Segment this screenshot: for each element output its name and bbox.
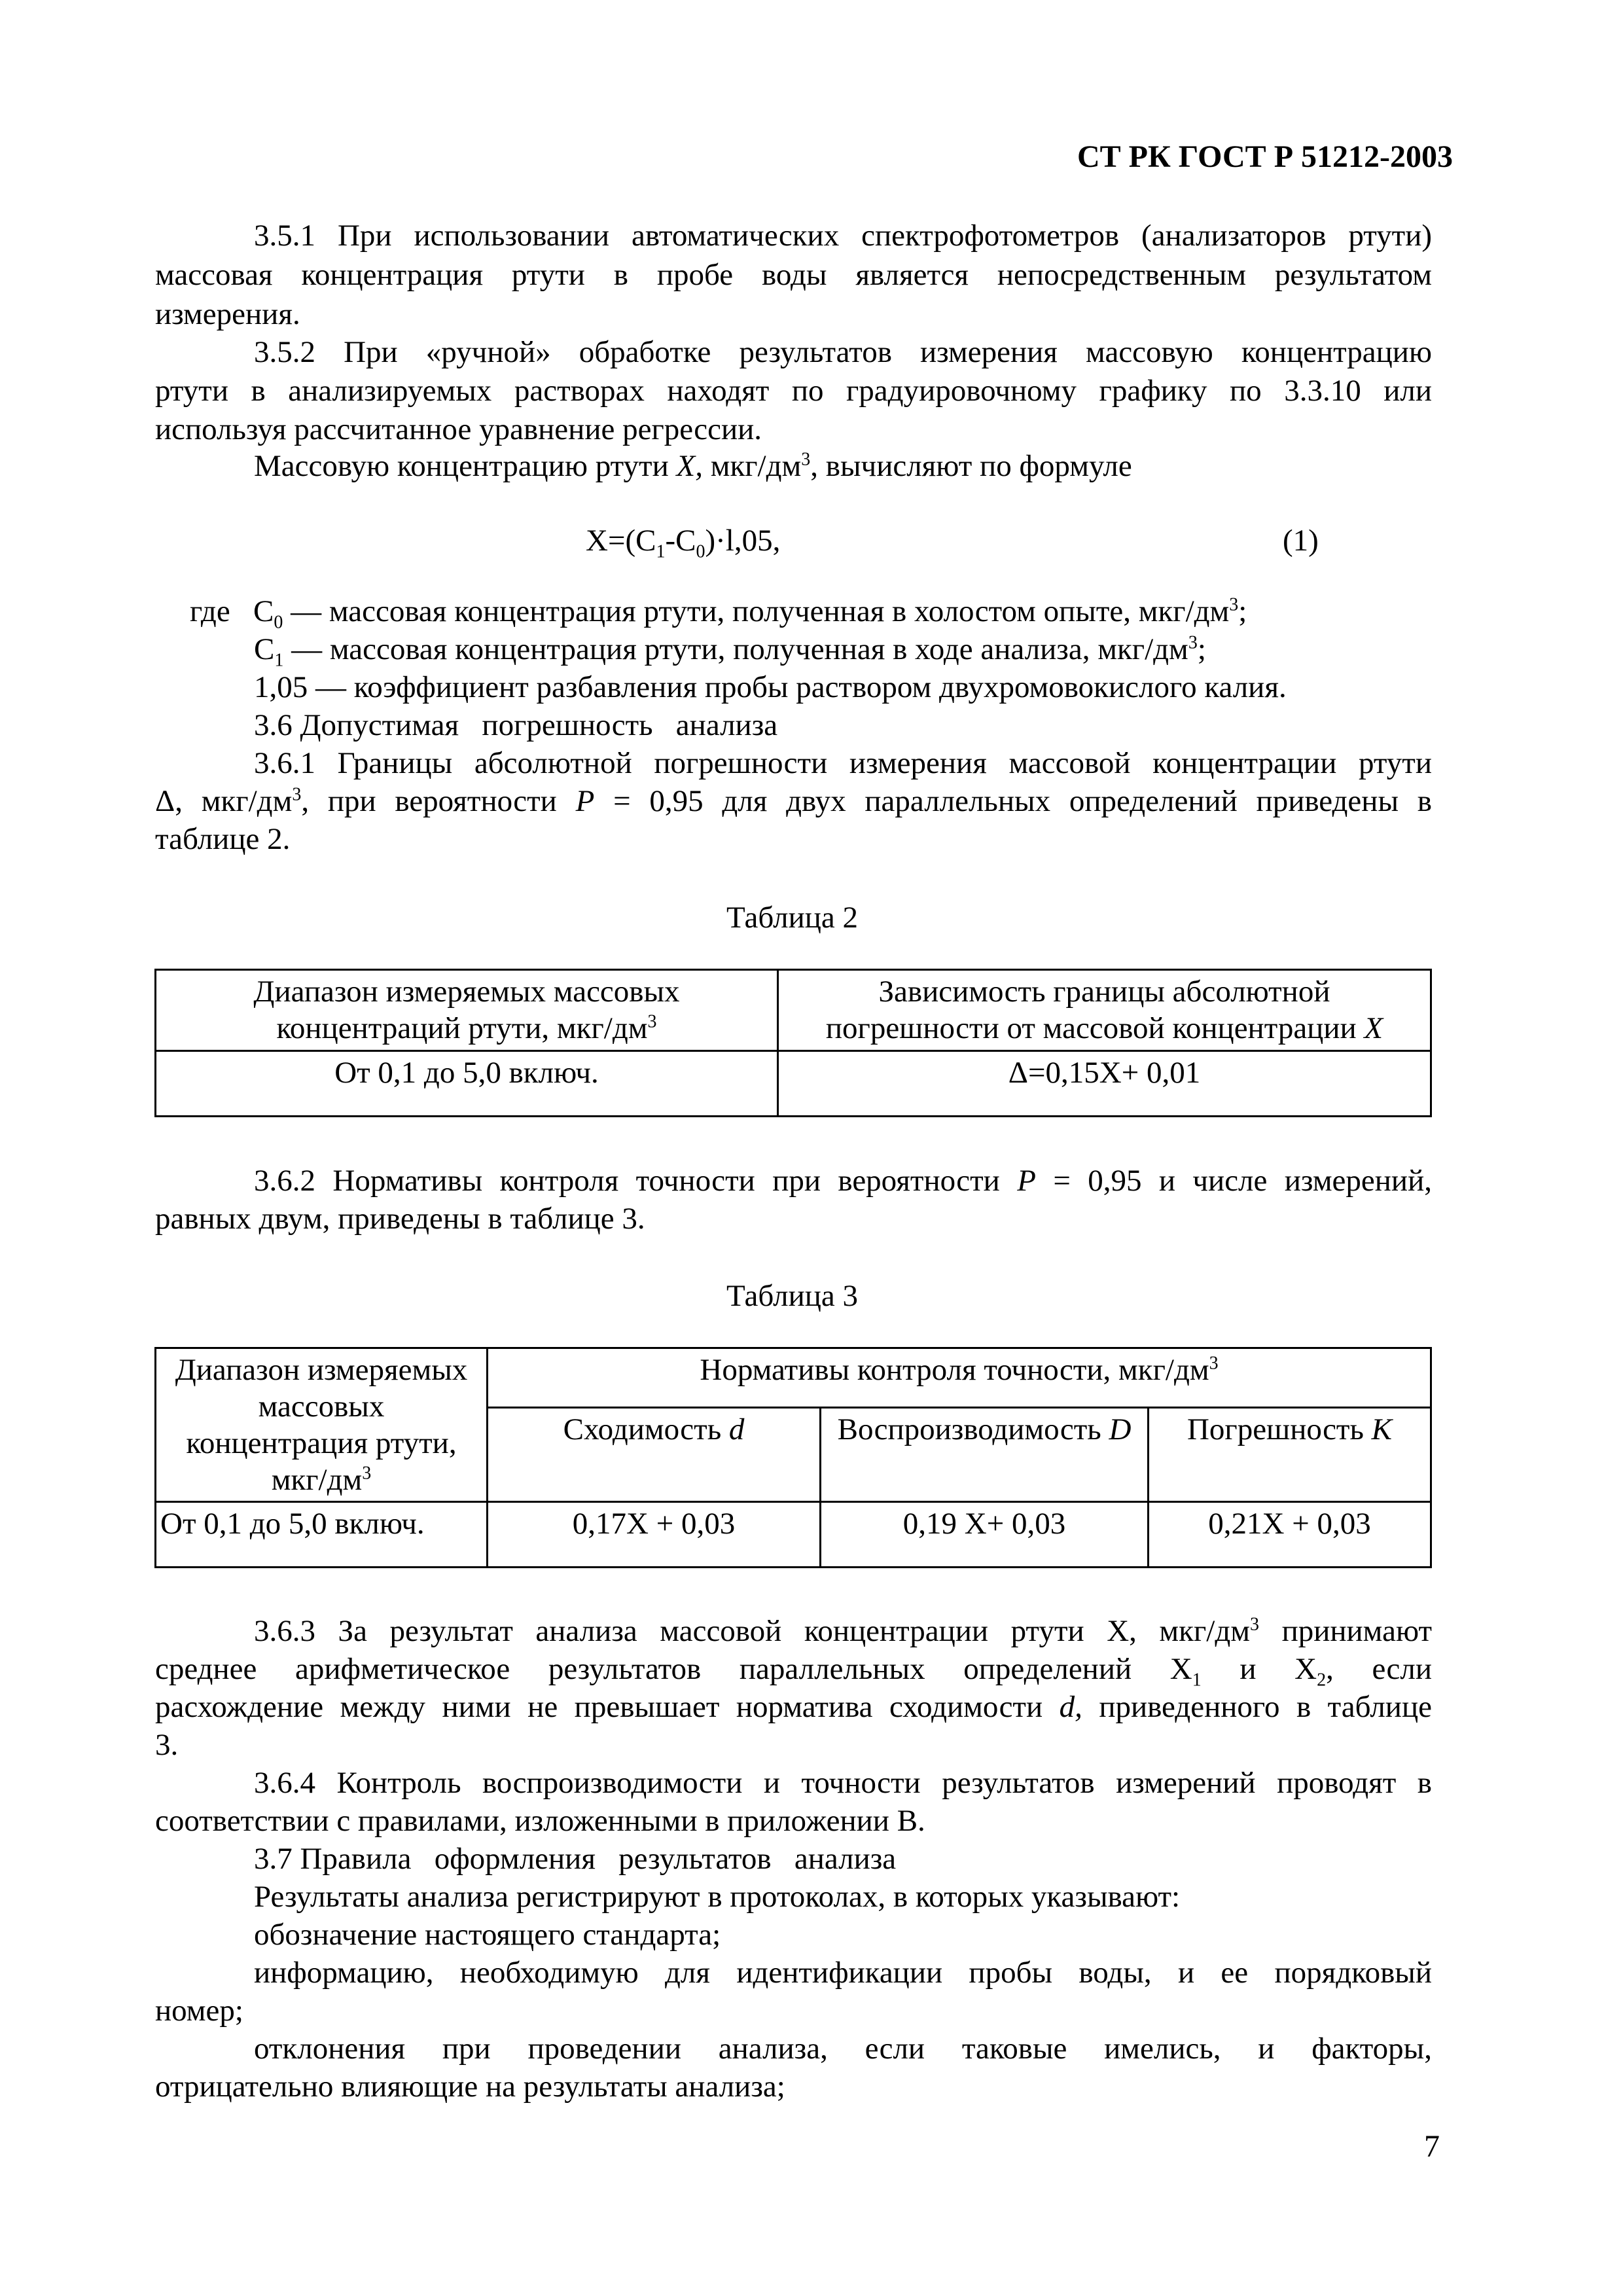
table-2-header-range: Диапазон измеряемых массовых концентраций ртути, мкг/$дм^3$	[156, 970, 778, 1051]
para-3-6-1-line-2: Δ, мкг/$дм^3$, при вероятности P = 0,95 для двух параллельных определений приведены в	[155, 784, 1432, 818]
table-3-group-header: Нормативы контроля точности, мкг/$дм^3$	[488, 1348, 1431, 1408]
para-3-6-4-line-2: соответствии с правилами, изложенными в приложении В.	[155, 1804, 925, 1838]
para-3-6-3-line-2: среднее арифметическое результатов параллельных определений $X_1$ и $X_2$, если	[155, 1652, 1432, 1691]
para-3-5-1-line-3: измерения.	[155, 297, 300, 331]
para-3-6-4-line-1: 3.6.4 Контроль воспроизводимости и точности результатов измерений проводят в	[254, 1766, 1432, 1800]
formula: $X=(C_1-C_0)\cdot l,05$,	[586, 524, 781, 562]
formula-number: (1)	[1283, 524, 1319, 558]
table-3-cell-repeatability: 0,17X + 0,03	[488, 1502, 821, 1568]
para-3-5-2-line-1: 3.5.2 При «ручной» обработке результатов измерения массовую концентрацию	[254, 335, 1432, 369]
para-3-7-line-6: отрицательно влияющие на результаты анализа;	[155, 2070, 785, 2104]
para-3-6-2-line-1: 3.6.2 Нормативы контроля точности при вероятности P = 0,95 и числе измерений,	[254, 1164, 1432, 1198]
table-3-header-repeatability: Сходимость d	[488, 1408, 821, 1502]
para-3-7-line-1: Результаты анализа регистрируют в протоколах, в которых указывают:	[254, 1880, 1181, 1914]
table-3	[154, 1347, 1432, 1568]
table-3-cell-range: От 0,1 до 5,0 включ.	[156, 1502, 488, 1568]
table-3-header-error: Погрешность K	[1149, 1408, 1431, 1502]
para-3-5-2-line-3: используя рассчитанное уравнение регрессии.	[155, 412, 762, 446]
page-number: 7	[1424, 2129, 1440, 2164]
table-2-caption: Таблица 2	[726, 901, 859, 935]
para-3-6-3-line-1: 3.6.3 За результат анализа массовой концентрации ртути X, мкг/$дм^3$ принимают	[254, 1614, 1432, 1648]
table-3-header-reproducibility: Воспроизводимость D	[821, 1408, 1149, 1502]
formula-intro: Массовую концентрацию ртути X, мкг/$дм^3$, вычисляют по формуле	[254, 449, 1132, 483]
section-3-6-title: 3.6 Допустимая погрешность анализа	[254, 708, 778, 742]
para-3-5-1-line-1: 3.5.1 При использовании автоматических спектрофотометров (анализаторов ртути)	[254, 219, 1432, 253]
para-3-5-1-line-2: массовая концентрация ртути в пробе воды является непосредственным результатом	[155, 258, 1432, 292]
table-3-caption: Таблица 3	[726, 1279, 859, 1313]
where-c1: $C_1$ — массовая концентрация ртути, полученная в ходе анализа, мкг/$дм^3$;	[254, 632, 1206, 671]
para-3-6-1-line-1: 3.6.1 Границы абсолютной погрешности измерения массовой концентрации ртути	[254, 746, 1432, 780]
para-3-6-1-line-3: таблице 2.	[155, 822, 291, 856]
table-3-header-range: Диапазон измеряемых массовых концентрация ртути, мкг/$дм^3$	[156, 1348, 488, 1502]
where-c0: где $C_0$ — массовая концентрация ртути, полученная в холостом опыте, мкг/$дм^3$;	[190, 594, 1247, 633]
para-3-6-2-line-2: равных двум, приведены в таблице 3.	[155, 1202, 645, 1236]
para-3-7-line-3: информацию, необходимую для идентификации пробы воды, и ее порядковый	[254, 1956, 1432, 1990]
para-3-7-line-5: отклонения при проведении анализа, если таковые имелись, и факторы,	[254, 2032, 1432, 2066]
para-3-7-line-4: номер;	[155, 1994, 243, 2028]
table-2-cell-formula: Δ=0,15X+ 0,01	[778, 1051, 1431, 1117]
para-3-5-2-line-2: ртути в анализируемых растворах находят по градуировочному графику по 3.3.10 или	[155, 374, 1432, 408]
section-3-7-title: 3.7 Правила оформления результатов анализа	[254, 1842, 897, 1876]
document-code-header: СТ РК ГОСТ Р 51212-2003	[1077, 139, 1453, 174]
table-2	[154, 969, 1432, 1117]
table-3-cell-reproducibility: 0,19 X+ 0,03	[821, 1502, 1149, 1568]
para-3-6-3-line-4: 3.	[155, 1728, 179, 1762]
para-3-6-3-line-3: расхождение между ними не превышает норматива сходимости d, приведенного в таблице	[155, 1690, 1432, 1724]
where-coefficient: 1,05 — коэффициент разбавления пробы раствором двухромовокислого калия.	[254, 670, 1287, 704]
table-2-cell-range: От 0,1 до 5,0 включ.	[156, 1051, 778, 1117]
para-3-7-line-2: обозначение настоящего стандарта;	[254, 1918, 721, 1952]
table-3-cell-error: 0,21X + 0,03	[1149, 1502, 1431, 1568]
table-2-header-dependence: Зависимость границы абсолютной погрешности от массовой концентрации X	[778, 970, 1431, 1051]
